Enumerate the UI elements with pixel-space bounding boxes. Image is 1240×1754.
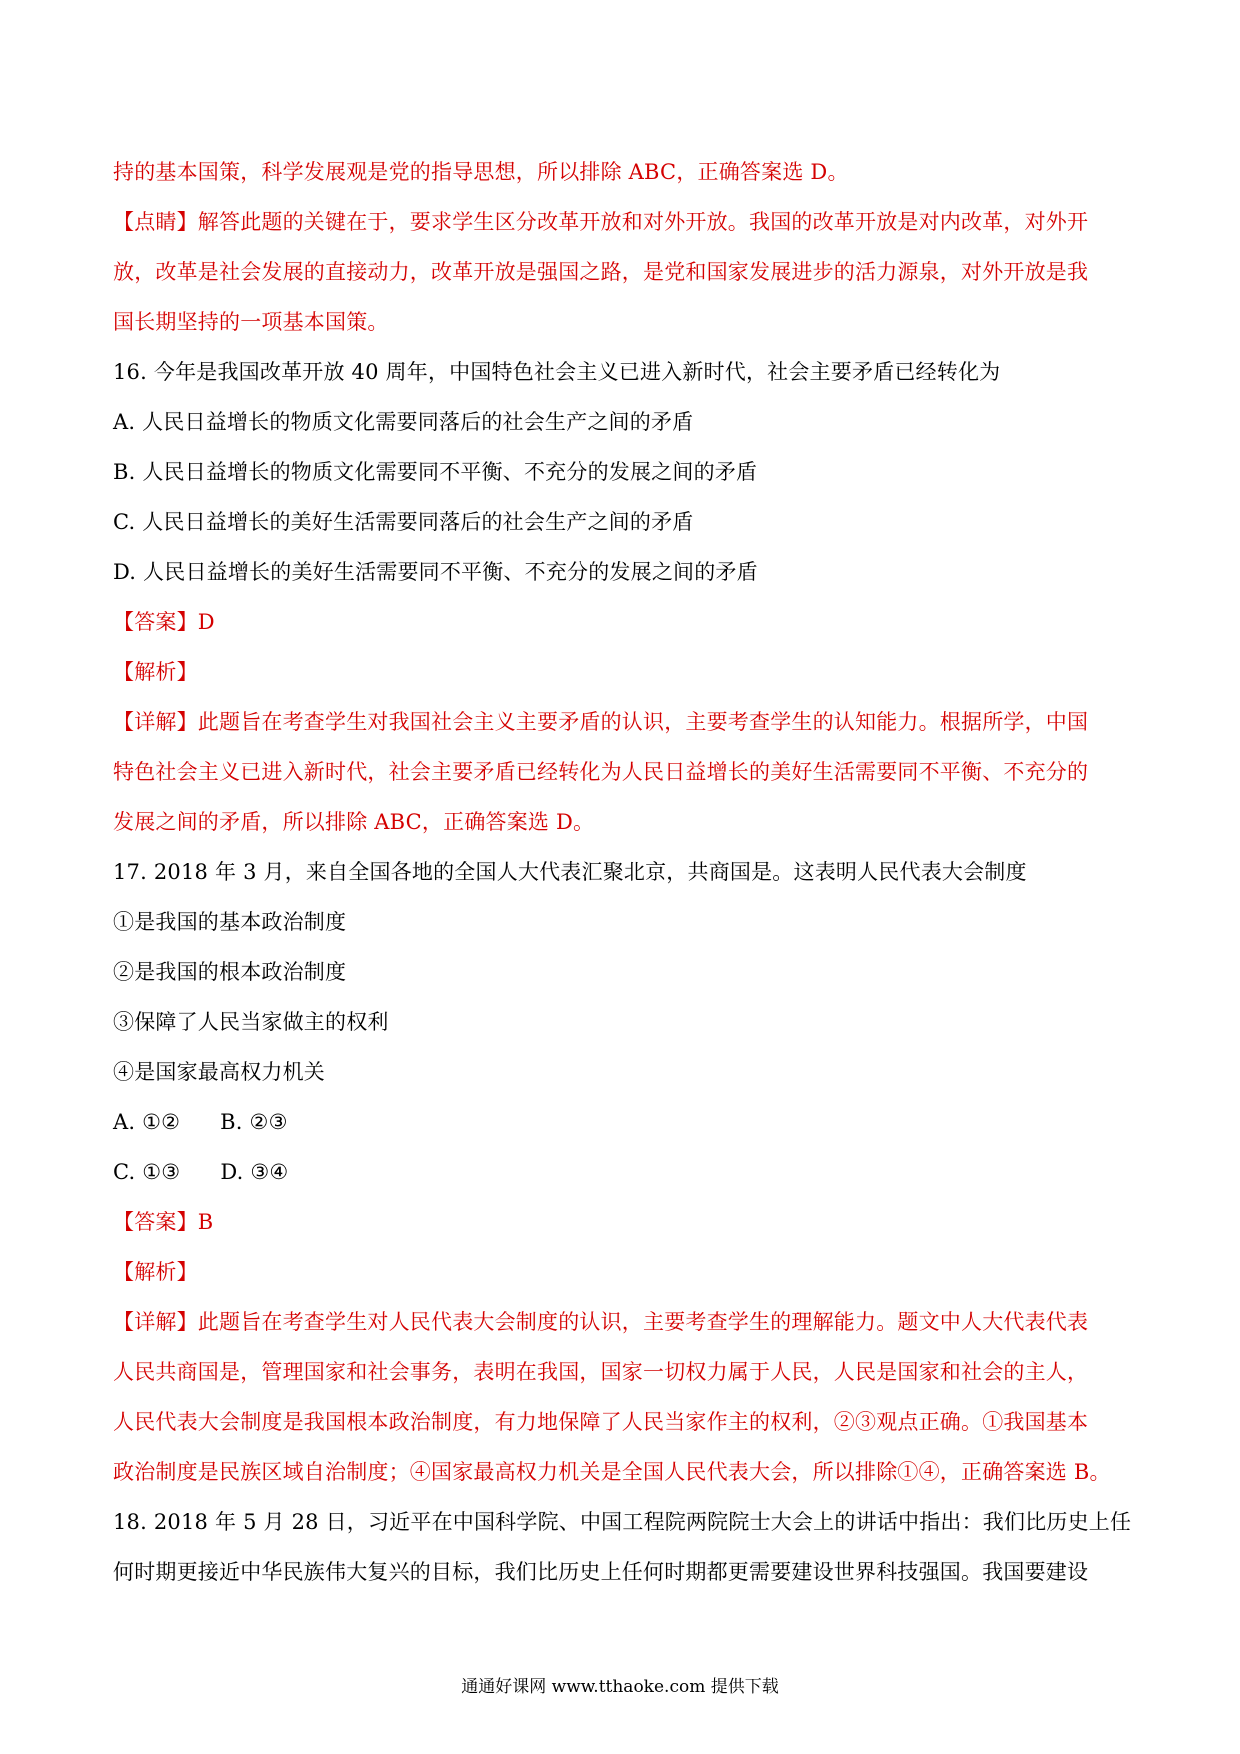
text-line: B. 人民日益增长的物质文化需要同不平衡、不充分的发展之间的矛盾 xyxy=(113,460,758,484)
option-b: B. ②③ xyxy=(220,1110,288,1134)
text-line: ②是我国的根本政治制度 xyxy=(113,960,347,984)
option-a: A. ①② xyxy=(113,1110,181,1134)
text-line: 【点睛】解答此题的关键在于，要求学生区分改革开放和对外开放。我国的改革开放是对内改革，对外开 xyxy=(113,210,1089,234)
option-c: C. ①③ xyxy=(113,1160,181,1184)
options-row-ab xyxy=(113,1097,1133,1147)
text-line: 16. 今年是我国改革开放 40 周年，中国特色社会主义已进入新时代，社会主要矛盾已经转化为 xyxy=(113,360,1001,384)
text-line: 【详解】此题旨在考查学生对我国社会主义主要矛盾的认识，主要考查学生的认知能力。根据所学，中国 xyxy=(113,710,1089,734)
text-line: 【详解】此题旨在考查学生对人民代表大会制度的认识，主要考查学生的理解能力。题文中人大代表代表 xyxy=(113,1310,1089,1334)
text-line: ①是我国的基本政治制度 xyxy=(113,910,347,934)
text-line: D. 人民日益增长的美好生活需要同不平衡、不充分的发展之间的矛盾 xyxy=(113,560,758,584)
text-line: 【解析】 xyxy=(113,660,198,684)
text-line: 政治制度是民族区域自治制度；④国家最高权力机关是全国人民代表大会，所以排除①④，正确答案选 B。 xyxy=(113,1460,1111,1484)
text-line: C. 人民日益增长的美好生活需要同落后的社会生产之间的矛盾 xyxy=(113,510,694,534)
text-line: A. 人民日益增长的物质文化需要同落后的社会生产之间的矛盾 xyxy=(113,410,694,434)
document-body xyxy=(113,147,1133,1597)
text-line: 何时期更接近中华民族伟大复兴的目标，我们比历史上任何时期都更需要建设世界科技强国。我国要建设 xyxy=(113,1560,1089,1584)
text-line: ④是国家最高权力机关 xyxy=(113,1060,325,1084)
text-line: 国长期坚持的一项基本国策。 xyxy=(113,310,389,334)
text-line: 18. 2018 年 5 月 28 日，习近平在中国科学院、中国工程院两院院士大会上的讲话中指出：我们比历史上任 xyxy=(113,1510,1132,1534)
text-line: 【解析】 xyxy=(113,1260,198,1284)
option-d: D. ③④ xyxy=(220,1160,289,1184)
text-block-upper xyxy=(113,147,1133,1097)
text-line: 特色社会主义已进入新时代，社会主要矛盾已经转化为人民日益增长的美好生活需要同不平衡、不充分的 xyxy=(113,760,1089,784)
text-line: 发展之间的矛盾，所以排除 ABC，正确答案选 D。 xyxy=(113,810,595,834)
text-line: 【答案】D xyxy=(113,610,215,634)
text-block-lower xyxy=(113,1197,1133,1597)
options-row-cd xyxy=(113,1147,1133,1197)
text-line: ③保障了人民当家做主的权利 xyxy=(113,1010,389,1034)
page-footer: 通通好课网 www.tthaoke.com 提供下载 xyxy=(461,1677,779,1697)
text-line: 放，改革是社会发展的直接动力，改革开放是强国之路，是党和国家发展进步的活力源泉，对外开放是我 xyxy=(113,260,1089,284)
text-line: 【答案】B xyxy=(113,1210,214,1234)
text-line: 17. 2018 年 3 月，来自全国各地的全国人大代表汇聚北京，共商国是。这表明人民代表大会制度 xyxy=(113,860,1027,884)
text-line: 持的基本国策，科学发展观是党的指导思想，所以排除 ABC，正确答案选 D。 xyxy=(113,160,849,184)
text-line: 人民代表大会制度是我国根本政治制度，有力地保障了人民当家作主的权利，②③观点正确。①我国基本 xyxy=(113,1410,1089,1434)
text-line: 人民共商国是，管理国家和社会事务，表明在我国，国家一切权力属于人民，人民是国家和社会的主人， xyxy=(113,1360,1089,1384)
